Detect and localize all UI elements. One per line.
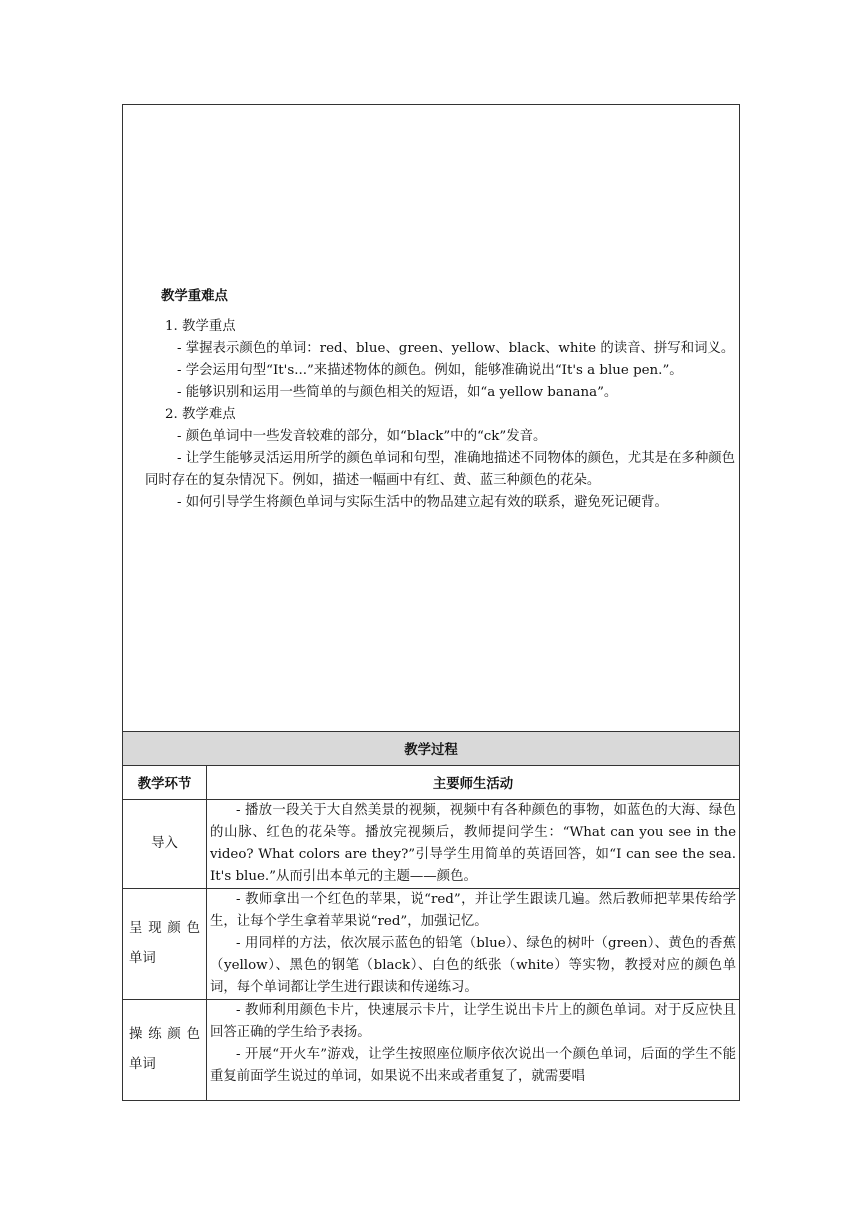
key-point: - 能够识别和运用一些简单的与颜色相关的短语，如“a yellow banana”。 bbox=[177, 385, 618, 400]
activity-paragraph: - 播放一段关于大自然美景的视频，视频中有各种颜色的事物，如蓝色的大海、绿色的山脉、红色的花朵等。播放完视频后，教师提问学生：“What can you see in the video? What colors are they?”引导学生用简单的英语回答，如“I can see the sea. It's blue.”从而引出本单元的主题——颜色。 bbox=[210, 803, 737, 884]
activity-paragraph: - 教师拿出一个红色的苹果，说“red”，并让学生跟读几遍。然后教师把苹果传给学生，让每个学生拿着苹果说“red”，加强记忆。 bbox=[210, 892, 737, 929]
stage-label-line: 操练颜色 bbox=[129, 1027, 200, 1042]
process-banner: 教学过程 bbox=[123, 732, 740, 766]
activity-paragraph: - 用同样的方法，依次展示蓝色的铅笔（blue）、绿色的树叶（green）、黄色的香蕉（yellow）、黑色的钢笔（black）、白色的纸张（white）等实物，教授对应的颜色单词，每个单词都让学生进行跟读和传递练习。 bbox=[210, 936, 737, 995]
activity-cell bbox=[207, 889, 740, 1000]
hard-heading: 2. 教学难点 bbox=[165, 407, 236, 422]
col-stage-header: 教学环节 bbox=[123, 766, 207, 800]
activity-paragraph: - 教师利用颜色卡片，快速展示卡片，让学生说出卡片上的颜色单词。对于反应快且回答正确的学生给予表扬。 bbox=[210, 1003, 737, 1040]
key-point: - 掌握表示颜色的单词：red、blue、green、yellow、black、white 的读音、拼写和词义。 bbox=[177, 341, 735, 356]
activity-cell bbox=[207, 800, 740, 889]
lesson-plan-table bbox=[122, 104, 740, 1101]
stage-cell bbox=[123, 1000, 207, 1101]
stage-cell bbox=[123, 889, 207, 1000]
activity-cell bbox=[207, 1000, 740, 1101]
stage-cell: 导入 bbox=[123, 800, 207, 889]
stage-label-line: 呈现颜色 bbox=[129, 921, 200, 936]
hard-point: - 如何引导学生将颜色单词与实际生活中的物品建立起有效的联系，避免死记硬背。 bbox=[177, 495, 668, 510]
stage-label-line: 单词 bbox=[129, 1057, 156, 1072]
hard-point: - 让学生能够灵活运用所学的颜色单词和句型，准确地描述不同物体的颜色，尤其是在多种颜色同时存在的复杂情况下。例如，描述一幅画中有红、黄、蓝三种颜色的花朵。 bbox=[145, 451, 736, 488]
difficulty-title: 教学重难点 bbox=[161, 289, 228, 304]
activity-paragraph: - 开展“开火车”游戏，让学生按照座位顺序依次说出一个颜色单词，后面的学生不能重复前面学生说过的单词，如果说不出来或者重复了，就需要唱 bbox=[210, 1047, 737, 1084]
key-heading: 1. 教学重点 bbox=[165, 319, 236, 334]
stage-label-line: 单词 bbox=[129, 951, 156, 966]
key-point: - 学会运用句型“It's...”来描述物体的颜色。例如，能够准确说出“It's a blue pen.”。 bbox=[177, 363, 683, 378]
hard-point: - 颜色单词中一些发音较难的部分，如“black”中的“ck”发音。 bbox=[177, 429, 547, 444]
col-activity-header: 主要师生活动 bbox=[207, 766, 740, 800]
difficulty-cell bbox=[123, 105, 740, 732]
